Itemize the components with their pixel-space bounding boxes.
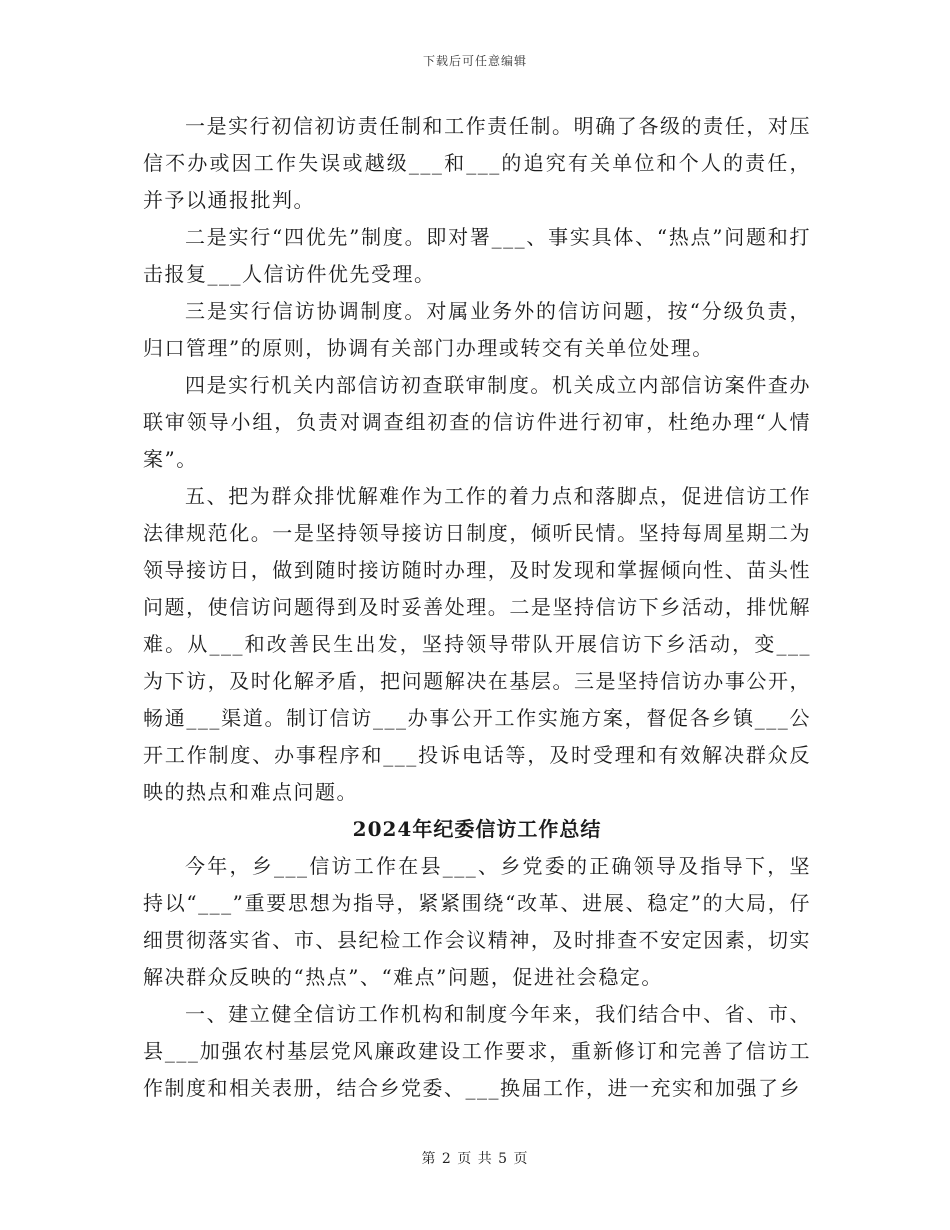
paragraph-four-priorities: 二是实行“四优先”制度。即对署___、事实具体、“热点”问题和打击报复___人信访件优先受理。	[143, 225, 811, 286]
paragraph-intro: 今年，乡___信访工作在县___、乡党委的正确领导及指导下，坚持以“___”重要思想为指导，紧紧围绕“改革、进展、稳定”的大局，仔细贯彻落实省、市、县纪检工作会议精神，及时排查不安定因素，切实解决群众反映的“热点”、“难点”问题，促进社会稳定。	[143, 854, 811, 989]
paragraph-section-one: 一、建立健全信访工作机构和制度今年来，我们结合中、省、市、县___加强农村基层党风廉政建设工作要求，重新修订和完善了信访工作制度和相关表册，结合乡党委、___换届工作，进一充实和加强了乡	[143, 1002, 811, 1100]
paragraph-internal-review: 四是实行机关内部信访初查联审制度。机关成立内部信访案件查办联审领导小组，负责对调查组初查的信访件进行初审，杜绝办理“人情案”。	[143, 373, 811, 471]
paragraph-coordination: 三是实行信访协调制度。对属业务外的信访问题，按“分级负责，归口管理”的原则，协调有关部门办理或转交有关单位处理。	[143, 299, 811, 360]
paragraph-first-responsibility: 一是实行初信初访责任制和工作责任制。明确了各级的责任，对压信不办或因工作失误或越级___和___的追究有关单位和个人的责任，并予以通报批判。	[143, 114, 811, 212]
section-title: 2024年纪委信访工作总结	[352, 817, 602, 841]
paragraph-section-five: 五、把为群众排忧解难作为工作的着力点和落脚点，促进信访工作法律规范化。一是坚持领导接访日制度，倾听民情。坚持每周星期二为领导接访日，做到随时接访随时办理，及时发现和掌握倾向性、苗头性问题，使信访问题得到及时妥善处理。二是坚持信访下乡活动，排忧解难。从___和改善民生出发，坚持领导带队开展信访下乡活动，变___为下访，及时化解矛盾，把问题解决在基层。三是坚持信访办事公开，畅通___渠道。制订信访___办事公开工作实施方案，督促各乡镇___公开工作制度、办事程序和___投诉电话等，及时受理和有效解决群众反映的热点和难点问题。	[143, 484, 811, 804]
page-header-note: 下载后可任意编辑	[422, 54, 527, 68]
document-body	[143, 108, 811, 1107]
page-number: 第 2 页 共 5 页	[421, 1151, 529, 1167]
